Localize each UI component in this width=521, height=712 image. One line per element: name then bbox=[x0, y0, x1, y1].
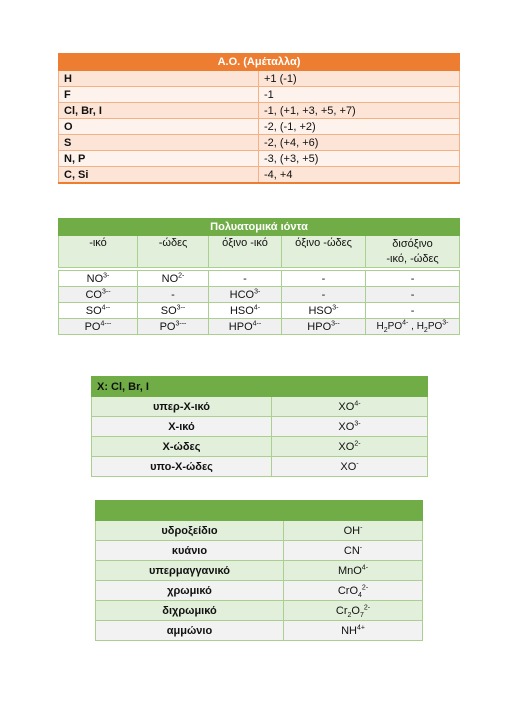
states-cell: -2, (+4, +6) bbox=[259, 135, 460, 151]
states-cell: -2, (-1, +2) bbox=[259, 119, 460, 135]
column-header: δισόξινο -ικό, -ώδες bbox=[366, 236, 460, 268]
table-row bbox=[59, 303, 460, 319]
table-row bbox=[92, 437, 428, 457]
table-row bbox=[59, 167, 460, 184]
halogen-table-title: X: Cl, Br, I bbox=[92, 377, 428, 397]
element-cell: O bbox=[59, 119, 259, 135]
ion-cell: - bbox=[282, 287, 366, 303]
halogen-oxyanions-table bbox=[91, 376, 428, 477]
table-row bbox=[59, 271, 460, 287]
ion-cell: CrO$_4^{2-}$ bbox=[284, 581, 423, 601]
ion-cell: $CO^{3--}$ bbox=[59, 287, 138, 303]
column-header: -ώδες bbox=[138, 236, 209, 268]
ion-cell: CN- bbox=[284, 541, 423, 561]
table-row bbox=[59, 103, 460, 119]
ion-cell: - bbox=[138, 287, 209, 303]
ion-cell: - bbox=[209, 271, 282, 287]
ion-cell: OH- bbox=[284, 521, 423, 541]
ion-cell: $HSO^{4-}$ bbox=[209, 303, 282, 319]
table-row bbox=[59, 87, 460, 103]
polyatomic-ions-table bbox=[58, 218, 460, 335]
table-row bbox=[59, 71, 460, 87]
ion-name-cell: υδροξείδιο bbox=[96, 521, 284, 541]
ion-cell: $NH^{4+}$ bbox=[284, 621, 423, 641]
column-header: όξινο -ώδες bbox=[282, 236, 366, 268]
element-cell: H bbox=[59, 71, 259, 87]
ion-cell: - bbox=[366, 287, 460, 303]
states-cell: -4, +4 bbox=[259, 167, 460, 184]
states-cell: -3, (+3, +5) bbox=[259, 151, 460, 167]
element-cell: Cl, Br, I bbox=[59, 103, 259, 119]
ion-cell: - bbox=[366, 271, 460, 287]
other-ions-table-title bbox=[96, 501, 423, 521]
ion-name-cell: Χ-ώδες bbox=[92, 437, 272, 457]
states-cell: -1 bbox=[259, 87, 460, 103]
ion-cell: $SO^{3--}$ bbox=[138, 303, 209, 319]
element-cell: F bbox=[59, 87, 259, 103]
ion-name-cell: Χ-ικό bbox=[92, 417, 272, 437]
element-cell: N, P bbox=[59, 151, 259, 167]
oxidation-states-table bbox=[58, 53, 460, 184]
other-ions-table bbox=[95, 500, 423, 641]
ion-name-cell: διχρωμικό bbox=[96, 601, 284, 621]
ion-cell: - bbox=[366, 303, 460, 319]
ion-cell: MnO$^{4-}$ bbox=[284, 561, 423, 581]
table-row bbox=[96, 561, 423, 581]
ion-name-cell: χρωμικό bbox=[96, 581, 284, 601]
ion-name-cell: υπερ-Χ-ικό bbox=[92, 397, 272, 417]
table-row bbox=[96, 541, 423, 561]
column-header: όξινο -ικό bbox=[209, 236, 282, 268]
ion-cell: $HSO^{3-}$ bbox=[282, 303, 366, 319]
ion-name-cell: υπερμαγγανικό bbox=[96, 561, 284, 581]
ion-cell: $Cr_2O_7^{2-}$ bbox=[284, 601, 423, 621]
states-cell: -1, (+1, +3, +5, +7) bbox=[259, 103, 460, 119]
element-cell: C, Si bbox=[59, 167, 259, 184]
table-row bbox=[96, 581, 423, 601]
ion-cell: $NO^{3-}$ bbox=[59, 271, 138, 287]
ion-name-cell: κυάνιο bbox=[96, 541, 284, 561]
ion-cell: $NO^{2-}$ bbox=[138, 271, 209, 287]
table-row bbox=[59, 119, 460, 135]
ion-cell: $HPO^{3--}$ bbox=[282, 319, 366, 335]
table-row bbox=[96, 601, 423, 621]
element-cell: S bbox=[59, 135, 259, 151]
ion-cell: $SO^{4--}$ bbox=[59, 303, 138, 319]
ion-cell: XO- bbox=[272, 457, 428, 477]
ion-cell: $H_2PO^{4-}$ , $H_2PO^{3-}$ bbox=[366, 319, 460, 335]
table-row bbox=[59, 319, 460, 335]
ion-cell: $XO^{3-}$ bbox=[272, 417, 428, 437]
table-row bbox=[59, 151, 460, 167]
oxidation-table-title: Α.Ο. (Αμέταλλα) bbox=[59, 54, 460, 71]
ion-name-cell: αμμώνιο bbox=[96, 621, 284, 641]
column-headers bbox=[59, 236, 460, 268]
ion-cell: $PO^{3---}$ bbox=[138, 319, 209, 335]
table-row bbox=[59, 287, 460, 303]
ion-cell: - bbox=[282, 271, 366, 287]
table-row bbox=[92, 457, 428, 477]
ion-cell: $PO^{4---}$ bbox=[59, 319, 138, 335]
table-row bbox=[96, 621, 423, 641]
column-header: -ικό bbox=[59, 236, 138, 268]
polyatomic-table-title: Πολυατομικά ιόντα bbox=[59, 219, 460, 236]
ion-name-cell: υπο-Χ-ώδες bbox=[92, 457, 272, 477]
ion-cell: $XO^{4-}$ bbox=[272, 397, 428, 417]
table-row bbox=[92, 417, 428, 437]
table-row bbox=[92, 397, 428, 417]
table-row bbox=[59, 135, 460, 151]
ion-cell: $HCO^{3-}$ bbox=[209, 287, 282, 303]
table-row bbox=[96, 521, 423, 541]
ion-cell: $HPO^{4--}$ bbox=[209, 319, 282, 335]
states-cell: +1 (-1) bbox=[259, 71, 460, 87]
ion-cell: $XO^{2-}$ bbox=[272, 437, 428, 457]
